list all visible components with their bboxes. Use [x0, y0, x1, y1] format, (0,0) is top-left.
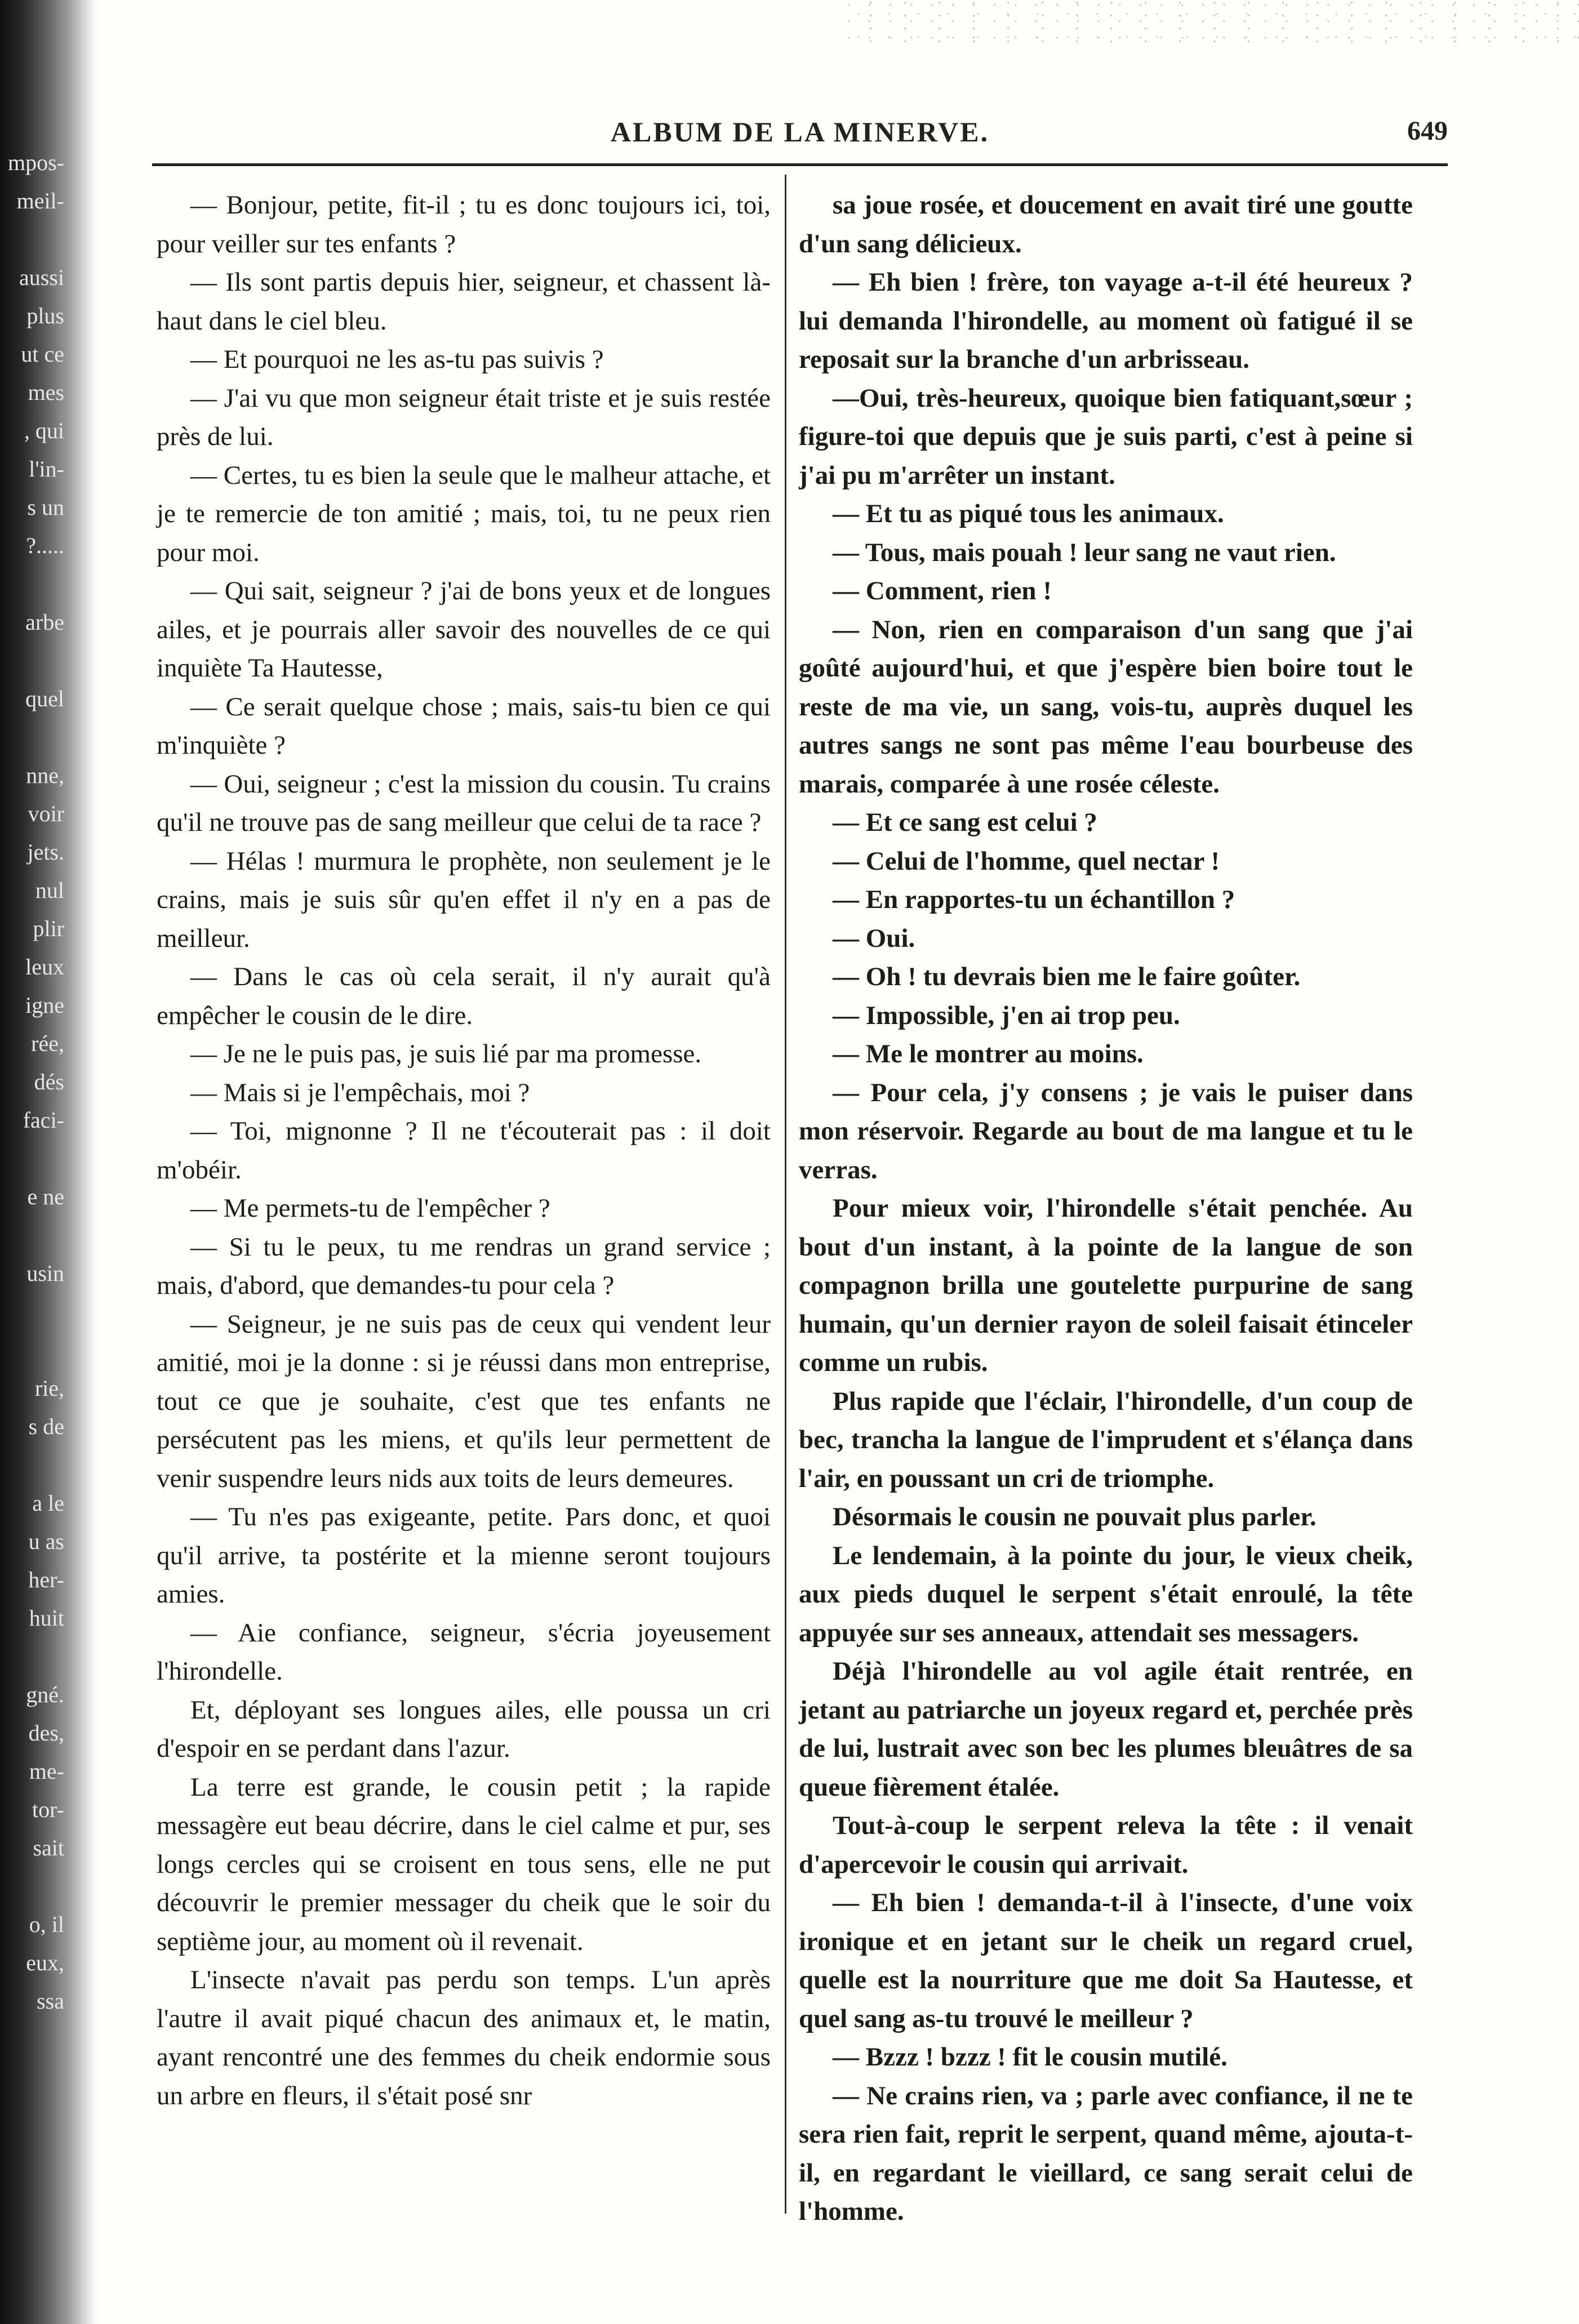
bleed-through-fragment — [0, 1216, 68, 1254]
header-rule — [152, 163, 1448, 166]
paragraph: — Oh ! tu devrais bien me le faire goûter. — [833, 962, 1301, 991]
bleed-through-fragment — [0, 1446, 68, 1484]
paragraph: — Non, rien en comparaison d'un sang que j'ai goûté aujourd'hui, et que j'espère bien boire tout le reste de ma vie, un sang, vois-tu, auprès duquel les autres sangs ne sont pas même l'eau bourbeuse des marais, comparée à une rosée céleste. — [799, 615, 1413, 799]
bleed-through-fragment: me- — [29, 1758, 64, 1784]
bleed-through-fragment — [0, 1867, 68, 1905]
bleed-through-fragment: e ne — [27, 1184, 64, 1209]
paragraph: Plus rapide que l'éclair, l'hirondelle, d'un coup de bec, trancha la langue de l'imprudent et s'élança dans l'air, en poussant un cri de triomphe. — [799, 1386, 1413, 1493]
bleed-through-fragment: ?..... — [26, 533, 64, 558]
bleed-through-fragment: s un — [27, 495, 64, 520]
paragraph: Et, déployant ses longues ailes, elle poussa un cri d'espoir en se perdant dans l'azur. — [157, 1695, 771, 1763]
running-title: ALBUM DE LA MINERVE. — [610, 116, 990, 148]
bleed-through-fragment: faci- — [23, 1107, 64, 1133]
right-column — [799, 186, 1413, 2231]
bleed-through-fragment — [0, 1331, 68, 1369]
paragraph: — Tous, mais pouah ! leur sang ne vaut rien. — [833, 537, 1336, 567]
bleed-through-fragment: a le — [32, 1490, 64, 1516]
paragraph: — Oui. — [833, 923, 915, 953]
bleed-through-fragment — [0, 220, 68, 259]
bleed-through-fragment — [0, 1293, 68, 1331]
paragraph: — Hélas ! murmura le prophète, non seulement je le crains, mais je suis sûr qu'en effet il n'y en a pas de meilleur. — [157, 846, 771, 953]
paragraph: — Impossible, j'en ai trop peu. — [833, 1000, 1180, 1030]
paragraph: — Et tu as piqué tous les animaux. — [833, 499, 1224, 528]
bleed-through-fragment: eux, — [26, 1950, 64, 1975]
bleed-through-fragment: nul — [35, 878, 64, 903]
bleed-through-fragment — [0, 1637, 68, 1676]
paragraph: Le lendemain, à la pointe du jour, le vieux cheik, aux pieds duquel le serpent s'était enroulé, la tête appuyée sur ses anneaux, attendait ses messagers. — [799, 1541, 1413, 1648]
bleed-through-fragment: des, — [28, 1720, 64, 1746]
bleed-through-fragment: igne — [25, 992, 64, 1018]
bleed-through-fragment: mpos- — [8, 150, 64, 175]
paragraph: — Aie confiance, seigneur, s'écria joyeusement l'hirondelle. — [157, 1618, 771, 1686]
bleed-through-fragment: tor- — [32, 1797, 64, 1822]
bleed-through-fragment: rée, — [31, 1031, 64, 1056]
bleed-through-fragment: gné. — [26, 1682, 64, 1707]
bleed-through-fragment: plir — [33, 916, 64, 941]
bleed-through-fragment: jets. — [27, 839, 64, 865]
bleed-through-fragment: , qui — [24, 418, 64, 443]
paragraph: — Certes, tu es bien la seule que le malheur attache, et je te remercie de ton amitié ; mais, toi, tu ne peux rien pour moi. — [157, 460, 771, 567]
paragraph: — Bonjour, petite, fit-il ; tu es donc toujours ici, toi, pour veiller sur tes enfants ? — [157, 190, 771, 259]
bleed-through-fragment: meil- — [16, 188, 64, 213]
paragraph: sa joue rosée, et doucement en avait tiré une goutte d'un sang délicieux. — [799, 190, 1413, 259]
bleed-through-fragment: her- — [28, 1567, 64, 1592]
paragraph: — Oui, seigneur ; c'est la mission du cousin. Tu crains qu'il ne trouve pas de sang meilleur que celui de ta race ? — [157, 769, 771, 837]
bleed-through-fragment: ut ce — [21, 341, 64, 367]
bleed-through-fragment: u as — [28, 1529, 64, 1554]
paragraph: L'insecte n'avait pas perdu son temps. L'un après l'autre il avait piqué chacun des animaux et, le matin, ayant rencontré une des femmes du cheik endormie sous un arbre en fleurs, il s'était posé snr — [157, 1965, 771, 2111]
paragraph: — J'ai vu que mon seigneur était triste et je suis restée près de lui. — [157, 383, 771, 451]
paragraph: — Et ce sang est celui ? — [833, 808, 1097, 837]
bleed-through-fragment: o, il — [29, 1912, 64, 1937]
bleed-through-fragment: quel — [25, 686, 64, 711]
bleed-through-fragment: nne, — [26, 763, 64, 788]
page-number: 649 — [1407, 116, 1448, 146]
bleed-through-fragment: plus — [26, 303, 64, 328]
paragraph: Déjà l'hirondelle au vol agile était rentrée, en jetant au patriarche un joyeux regard et, perchée près de lui, lustrait avec son bec les plumes bleuâtres de sa queue fièrement étalée. — [799, 1657, 1413, 1802]
paragraph: — Pour cela, j'y consens ; je vais le puiser dans mon réservoir. Regarde au bout de ma langue et tu le verras. — [799, 1078, 1413, 1185]
paper-speckle — [847, 0, 1579, 51]
bleed-through-fragment: leux — [25, 954, 64, 980]
paragraph: — Si tu le peux, tu me rendras un grand service ; mais, d'abord, que demandes-tu pour cela ? — [157, 1232, 771, 1300]
paragraph: — Ce serait quelque chose ; mais, sais-tu bien ce qui m'inquiète ? — [157, 692, 771, 760]
paragraph: Tout-à-coup le serpent releva la tête : il venait d'apercevoir le cousin qui arrivait. — [799, 1811, 1413, 1879]
page-header — [152, 115, 1448, 155]
paragraph: — Me le montrer au moins. — [833, 1039, 1144, 1068]
left-column — [157, 186, 771, 2115]
paragraph: — Je ne le puis pas, je suis lié par ma promesse. — [190, 1039, 702, 1068]
bleed-through-fragment: s de — [28, 1414, 64, 1439]
bleed-through-fragment: ssa — [37, 1988, 64, 2014]
bleed-through-fragment — [0, 718, 68, 756]
bleed-through-fragment — [0, 1139, 68, 1178]
paragraph: — Eh bien ! frère, ton vayage a-t-il été heureux ? lui demanda l'hirondelle, au moment où fatigué il se reposait sur la branche d'un arbrisseau. — [799, 268, 1413, 374]
bleed-through-fragment: rie, — [34, 1375, 64, 1401]
bleed-through-fragment — [0, 565, 68, 603]
paragraph: — En rapportes-tu un échantillon ? — [833, 885, 1235, 914]
paragraph: — Toi, mignonne ? Il ne t'écouterait pas : il doit m'obéir. — [157, 1116, 771, 1185]
paragraph: — Tu n'es pas exigeante, petite. Pars donc, et quoi qu'il arrive, ta postérite et la mienne seront toujours amies. — [157, 1502, 771, 1609]
paragraph: — Dans le cas où cela serait, il n'y aurait qu'à empêcher le cousin de le dire. — [157, 962, 771, 1030]
paragraph: — Seigneur, je ne suis pas de ceux qui vendent leur amitié, moi je la donne : si je réussi dans mon entreprise, tout ce que je souhaite, c'est que tes enfants ne persécutent pas les miens, et qu'ils leur permettent de venir suspendre leurs nids aux toits de leurs demeures. — [157, 1309, 771, 1493]
paragraph: Désormais le cousin ne pouvait plus parler. — [833, 1502, 1316, 1531]
paragraph: La terre est grande, le cousin petit ; la rapide messagère eut beau décrire, dans le ciel calme et pur, ses longs cercles qui se croisent en tous sens, elle ne put découvrir le premier messager du cheik que le soir du septième jour, au moment où il revenait. — [157, 1772, 771, 1956]
paragraph: —Oui, très-heureux, quoique bien fatiquant,sœur ; figure-toi que depuis que je suis parti, c'est à peine si j'ai pu m'arrêter un instant. — [799, 383, 1413, 490]
bleed-through-fragment: sait — [33, 1835, 64, 1860]
paragraph: — Et pourquoi ne les as-tu pas suivis ? — [190, 345, 604, 374]
paragraph: — Bzzz ! bzzz ! fit le cousin mutilé. — [833, 2042, 1227, 2072]
bleed-through-fragment: aussi — [19, 265, 64, 290]
bleed-through-fragment: voir — [28, 801, 64, 826]
column-divider — [785, 175, 786, 2214]
facing-page-bleed-through — [0, 144, 68, 2171]
paragraph: — Mais si je l'empêchais, moi ? — [190, 1078, 530, 1107]
paragraph: — Ils sont partis depuis hier, seigneur, et chassent là-haut dans le ciel bleu. — [157, 268, 771, 336]
bleed-through-fragment: dés — [34, 1069, 64, 1094]
paragraph: Pour mieux voir, l'hirondelle s'était penchée. Au bout d'un instant, à la pointe de la langue de son compagnon brilla une goutelette purpurine de sang humain, qu'un dernier rayon de soleil faisait étinceler comme un rubis. — [799, 1194, 1413, 1377]
bleed-through-fragment: l'in- — [29, 456, 64, 482]
paragraph: — Me permets-tu de l'empêcher ? — [190, 1194, 550, 1223]
paragraph: — Celui de l'homme, quel nectar ! — [833, 846, 1220, 876]
paragraph: — Eh bien ! demanda-t-il à l'insecte, d'une voix ironique et en jetant sur le cheik un regard cruel, quelle est la nourriture que me doit Sa Hautesse, et quel sang as-tu trouvé le meilleur ? — [799, 1888, 1413, 2033]
bleed-through-fragment: huit — [29, 1605, 64, 1631]
bleed-through-fragment: usin — [26, 1261, 64, 1286]
paragraph: — Qui sait, seigneur ? j'ai de bons yeux et de longues ailes, et je pourrais aller savoir des nouvelles de ce qui inquiète Ta Hautesse, — [157, 576, 771, 683]
bleed-through-fragment: mes — [28, 380, 64, 405]
bleed-through-fragment: arbe — [25, 609, 64, 635]
paragraph: — Ne crains rien, va ; parle avec confiance, il ne te sera rien fait, reprit le serpent, quand même, ajouta-t-il, en regardant le vieillard, ce sang serait celui de l'homme. — [799, 2081, 1413, 2226]
bleed-through-fragment — [0, 642, 68, 680]
paragraph: — Comment, rien ! — [833, 576, 1052, 606]
